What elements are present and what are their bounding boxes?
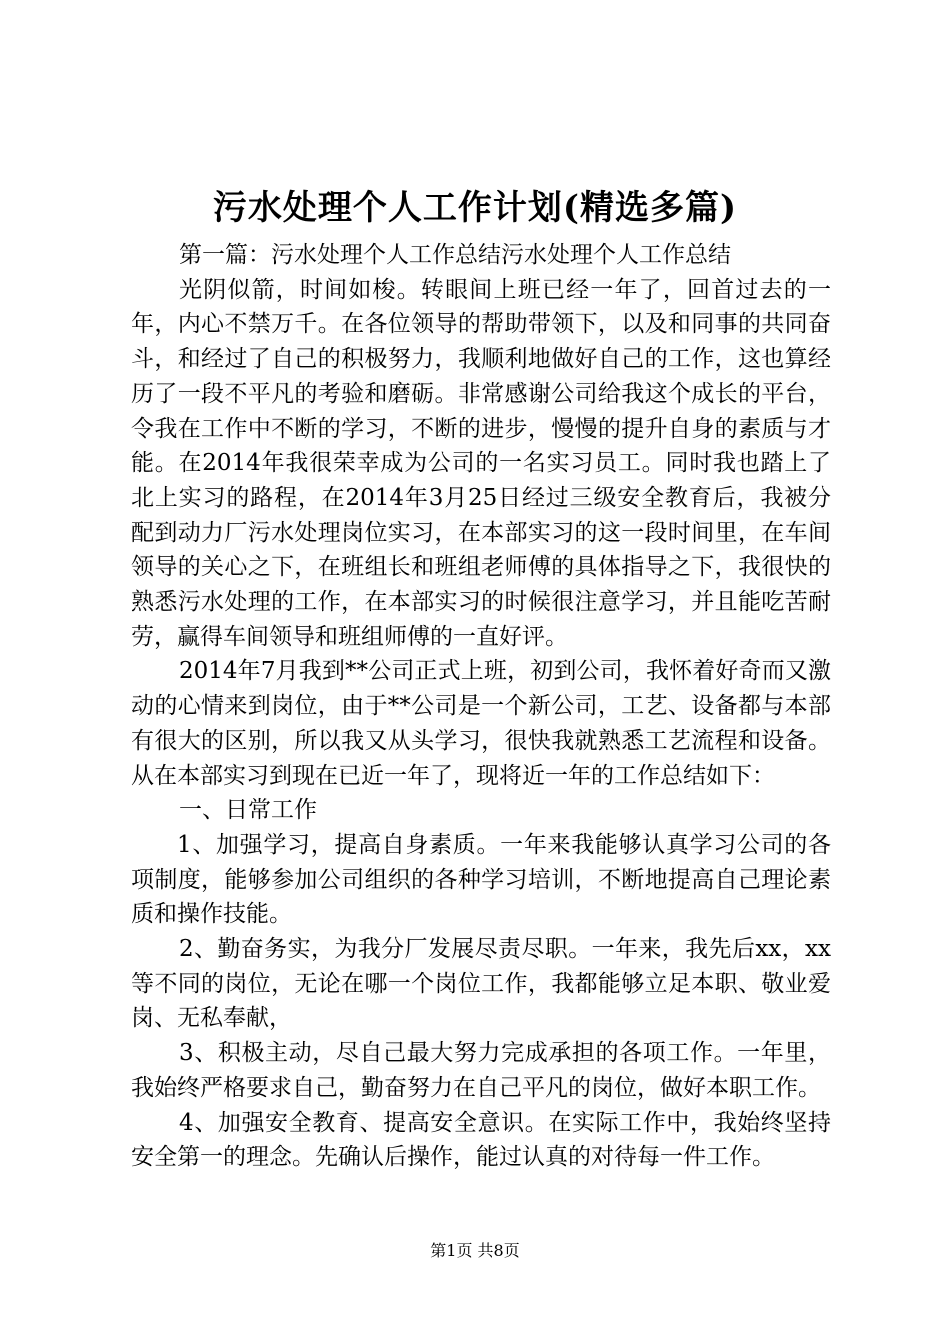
- subsection-heading: 一、日常工作: [179, 797, 317, 824]
- paragraph: 2、勤奋务实，为我分厂发展尽责尽职。一年来，我先后xx，xx等不同的岗位，无论在哪一个岗位工作，我都能够立足本职、敬业爱岗、无私奉献，: [131, 936, 831, 1032]
- document-body: [131, 238, 831, 1175]
- paragraph: 2014年7月我到**公司正式上班，初到公司，我怀着好奇而又激动的心情来到岗位，由于**公司是一个新公司，工艺、设备都与本部有很大的区别，所以我又从头学习，很快我就熟悉工艺流程和设备。从在本部实习到现在已近一年了，现将近一年的工作总结如下：: [131, 658, 831, 789]
- section-heading: 第一篇：污水处理个人工作总结污水处理个人工作总结: [179, 242, 731, 268]
- paragraph: 3、积极主动，尽自己最大努力完成承担的各项工作。一年里，我始终严格要求自己，勤奋努力在自己平凡的岗位，做好本职工作。: [131, 1040, 831, 1101]
- paragraph: 1、加强学习，提高自身素质。一年来我能够认真学习公司的各项制度，能够参加公司组织的各种学习培训，不断地提高自己理论素质和操作技能。: [131, 831, 831, 928]
- paragraph: 4、加强安全教育、提高安全意识。在实际工作中，我始终坚持安全第一的理念。先确认后操作，能过认真的对待每一件工作。: [131, 1109, 831, 1171]
- page-footer: 第1页 共8页: [430, 1241, 520, 1260]
- paragraph: 光阴似箭，时间如梭。转眼间上班已经一年了，回首过去的一年，内心不禁万千。在各位领导的帮助带领下，以及和同事的共同奋斗，和经过了自己的积极努力，我顺利地做好自己的工作，这也算经历了一段不平凡的考验和磨砺。非常感谢公司给我这个成长的平台，令我在工作中不断的学习，不断的进步，慢慢的提升自身的素质与才能。在2014年我很荣幸成为公司的一名实习员工。同时我也踏上了北上实习的路程，在2014年3月25日经过三级安全教育后，我被分配到动力厂污水处理岗位实习，在本部实习的这一段时间里，在车间领导的关心之下，在班组长和班组老师傅的具体指导之下，我很快的熟悉污水处理的工作，在本部实习的时候很注意学习，并且能吃苦耐劳，赢得车间领导和班组师傅的一直好评。: [131, 276, 831, 650]
- document-title: 污水处理个人工作计划(精选多篇): [212, 188, 738, 228]
